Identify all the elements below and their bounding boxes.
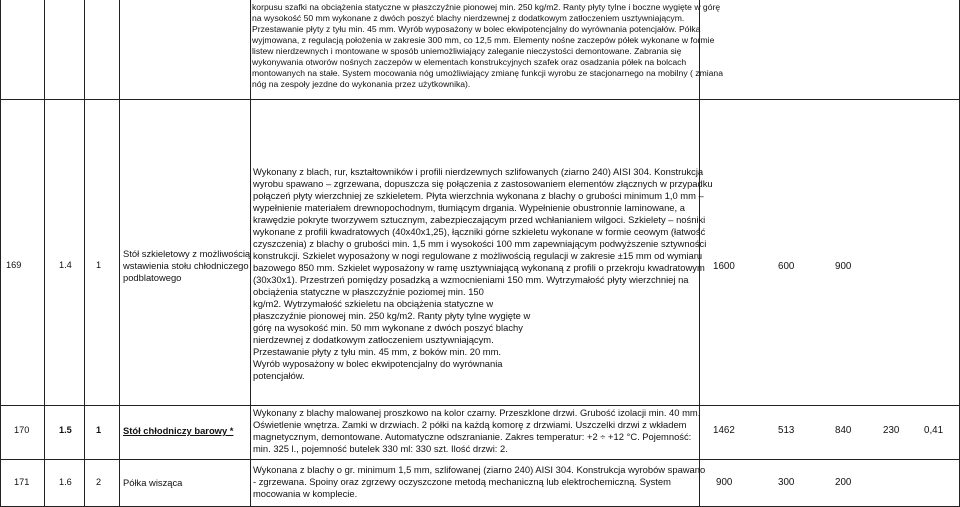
description-line: na wysokość 50 mm wykonane z dwóch poszyć blachy nierdzewnej z dodatkowym zatłoczeniem usztywniającym.	[252, 13, 685, 23]
column-divider	[250, 0, 251, 507]
row-description-line: konstrukcji. Szkielet wyposażony w nogi regulowane z możliwością regulacji w zakresie ±15 mm od wymiaru	[253, 250, 703, 261]
row-dim: 840	[835, 425, 852, 436]
row-description-line: magnetycznym, demontowane. Automatyczne odszranianie. Zakres temperatur: +2 ÷ +12 °C. Pojemność:	[253, 431, 692, 442]
description-line: nóg na zespoły jezdne do wykonania przez użytkownika).	[252, 79, 471, 89]
row-description-line: potencjałów.	[253, 370, 305, 381]
row-dim: 200	[835, 477, 852, 488]
description-line: wykonywania otworów nośnych zaczepów w elementach konstrukcyjnych szafek oraz osadzania półek na bolcach	[252, 57, 687, 67]
row-qty: 1	[96, 260, 102, 270]
row-dim: 1600	[713, 261, 735, 272]
row-divider	[0, 459, 960, 460]
row-description-line: krawędzie pokryte tworzywem sztucznym, zabezpieczającym przed wchłanianiem wilgoci. Szkielety – nośniki	[253, 214, 706, 225]
row-name-line: Półka wisząca	[123, 477, 183, 488]
row-dim: 300	[778, 477, 795, 488]
column-divider	[119, 0, 120, 507]
row-dim: 1462	[713, 425, 735, 436]
row-name-line: wstawienia stołu chłodniczego	[123, 260, 249, 271]
description-line: wyjmowana, z regulacją położenia w zakresie 300 mm, co 12,5 mm. Elementy nośne zaczepów półek wykonane w formie	[252, 35, 715, 45]
row-name-line: Stół chłodniczy barowy *	[123, 425, 234, 436]
column-divider	[44, 0, 45, 507]
row-description-line: bazowego 850 mm. Szkielet wyposażony w ramę usztywniającą wykonaną z profili o przekroju kwadratowym	[253, 262, 705, 273]
row-description-line: Oświetlenie wnętrza. Zamki w drzwiach. 2 półki na każdą komorę z drzwiami. Uszczelki drzwi z wkładem	[253, 419, 687, 430]
row-divider	[0, 99, 960, 100]
row-lp: 171	[14, 477, 30, 487]
row-description-line: Wykonany z blachy malowanej proszkowo na kolor czarny. Przeszklone drzwi. Grubość izolacji min. 40 mm.	[253, 407, 701, 418]
row-dim: 600	[778, 261, 795, 272]
row-description-line: Wykonany z blach, rur, kształtowników i profili nierdzewnych szlifowanych (ziarno 240) AISI 304. Konstrukcja	[253, 166, 704, 177]
description-line: Przestawanie płyty z tyłu min. 45 mm. Wyrób wyposażony w bolec ekwipotencjalny do wyrównania potencjałów. Półka	[252, 24, 701, 34]
description-line: montowanych na stałe. System mocowania nóg umożliwiający zmianę funkcji wyrobu ze stacjonarnego na mobilny ( zmiana	[252, 68, 723, 78]
row-lp: 169	[6, 260, 22, 270]
row-name-line: podblatowego	[123, 272, 182, 283]
row-qty: 1	[96, 425, 102, 435]
row-dim: 900	[716, 477, 733, 488]
row-qty: 2	[96, 477, 102, 487]
row-description-line: kg/m2. Wytrzymałość szkieletu na obciążenia statyczne w	[253, 298, 494, 309]
row-description-line: połączeń płyty wierzchniej ze szkieletem. Płyta wierzchnia wykonana z blachy o grubości minimum 1,0 mm –	[253, 190, 704, 201]
row-description-line: min. 325 l., pojemność butelek 330 ml: 330 szt. Ilość drzwi: 2.	[253, 443, 508, 454]
row-description-line: Przestawanie płyty z tyłu min. 45 mm, z boków min. 20 mm.	[253, 346, 501, 357]
row-divider	[0, 405, 960, 406]
row-description-line: - zgrzewana. Spoiny oraz zgrzewy oczyszczone metodą mechaniczną lub elektrochemiczną. System	[253, 476, 671, 487]
column-divider	[84, 0, 85, 507]
row-lp: 170	[14, 425, 30, 435]
row-name-line: Stół szkieletowy z możliwością	[123, 248, 251, 259]
row-description-line: płaszczyźnie pionowej min. 250 kg/m2. Ranty płyty tylne wygięte w	[253, 310, 531, 321]
row-dim: 900	[835, 261, 852, 272]
row-description-line: wypełnienie materiałem drewnopochodnym, tłumiącym drgania. Wypełnienie obustronnie laminowane, a	[253, 202, 685, 213]
row-description-line: wyrobu spawano – zgrzewana, dopuszcza się połączenia z zastosowaniem elementów złącznych w przypadku	[253, 178, 713, 189]
row-code: 1.5	[59, 425, 72, 435]
row-description-line: Wyrób wyposażony w bolec ekwipotencjalny do wyrównania	[253, 358, 503, 369]
row-description-line: mocowania w komplecie.	[253, 488, 358, 499]
row-description-line: Wykonana z blachy o gr. minimum 1,5 mm, szlifowanej (ziarno 240) AISI 304. Konstrukcja wyrobów spawano	[253, 464, 706, 475]
row-description-line: wykonane z profili kwadratowych (40x40x1,25), łączniki górne szkieletu wykonane w formie ceowym (łatwość	[253, 226, 706, 237]
row-dim: 230	[883, 425, 900, 436]
description-line: korpusu szafki na obciążenia statyczne w płaszczyźnie pionowej min. 250 kg/m2. Ranty płyty tylne i boczne wygięte w górę	[252, 2, 721, 12]
row-description-line: obciążenia statyczne w płaszczyźnie poziomej min. 150	[253, 286, 484, 297]
row-description-line: górę na wysokość min. 50 mm wykonane z dwóch poszyć blachy	[253, 322, 523, 333]
description-line: listew nierdzewnych i montowane w sposób uniemożliwiający zaleganie nieczystości demontowane. Zabrania się	[252, 46, 682, 56]
row-dim: 513	[778, 425, 795, 436]
row-description-line: czyszczenia) z blachy o grubości min. 1,5 mm i wysokości 100 mm zapewniającym podwyższenie sztywności	[253, 238, 707, 249]
row-code: 1.6	[59, 477, 72, 487]
row-dim: 0,41	[924, 425, 944, 436]
row-description-line: (30x30x1). Przestrzeń pomiędzy posadzką a wzmocnieniami 150 mm. Wytrzymałość płyty wierzchniej na	[253, 274, 689, 285]
column-divider	[0, 0, 1, 507]
row-code: 1.4	[59, 260, 72, 270]
row-description-line: nierdzewnej z dodatkowym zatłoczeniem usztywniającym.	[253, 334, 494, 345]
